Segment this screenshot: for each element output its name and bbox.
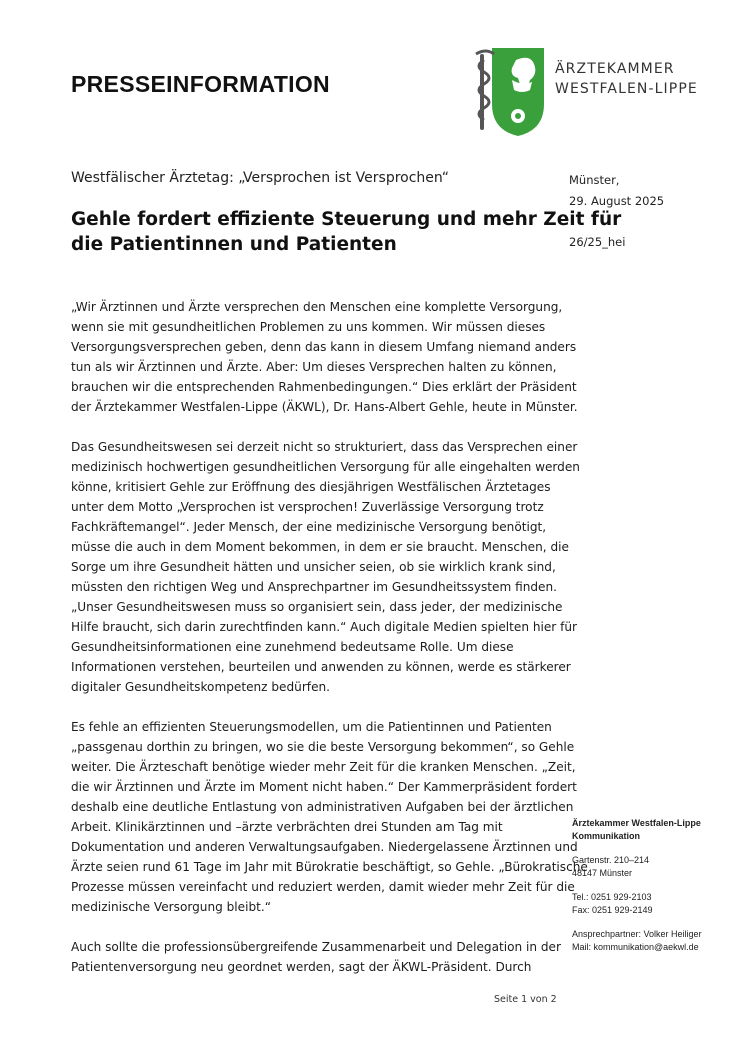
body-line: „passgenau dorthin zu bringen, wo sie die beste Versorgung bekommen“, so Gehle	[71, 740, 575, 754]
body-line: „Wir Ärztinnen und Ärzte versprechen den Menschen eine komplette Versorgung,	[71, 300, 563, 314]
body-line: der Ärztekammer Westfalen-Lippe (ÄKWL), Dr. Hans-Albert Gehle, heute in Münster.	[71, 400, 578, 414]
contact-dept: Kommunikation	[572, 830, 641, 841]
body-line: Hilfe braucht, sich darin zurechtfinden kann.“ Auch digitale Medien spielten hier für	[71, 620, 578, 634]
body-line: deshalb eine deutliche Entlastung von administrativen Aufgaben bei der ärztlichen	[71, 800, 574, 814]
body-line: Sorge um ihre Gesundheit hätten und unsicher seien, ob sie wirklich krank sind,	[71, 560, 556, 574]
body-line: Gesundheitsinformationen eine zunehmend bedeutsame Rolle. Um diese	[71, 640, 514, 654]
org-name-line1: ÄRZTEKAMMER	[555, 61, 675, 77]
body-line: die wir Ärztinnen und Ärzte im Moment nicht haben.“ Der Kammerpräsident fordert	[71, 780, 577, 794]
org-name-line2: WESTFALEN-LIPPE	[555, 81, 698, 97]
aekwl-shield-logo-icon	[472, 46, 546, 138]
body-paragraph	[71, 717, 588, 917]
contact-person: Ansprechpartner: Volker Heiliger	[572, 929, 702, 939]
article-subtitle: Westfälischer Ärztetag: „Versprochen ist Versprochen“	[71, 170, 450, 186]
contact-tel: Tel.: 0251 929-2103	[572, 892, 652, 902]
contact-mail[interactable]: Mail: kommunikation@aekwl.de	[572, 941, 699, 952]
org-name	[555, 59, 698, 99]
body-line: Versorgungsversprechen geben, denn das kann in diesem Umfang niemand anders	[71, 340, 577, 354]
contact-city: 48147 Münster	[572, 867, 633, 878]
body-line: Fachkräftemangel“. Jeder Mensch, der eine medizinische Versorgung benötigt,	[71, 520, 547, 534]
body-line: Es fehle an effizienten Steuerungsmodellen, um die Patientinnen und Patienten	[71, 720, 552, 734]
contact-fax: Fax: 0251 929-2149	[572, 904, 653, 915]
contact-box	[572, 817, 702, 953]
meta-reference: 26/25_hei	[569, 235, 626, 249]
headline-line: Gehle fordert effiziente Steuerung und mehr Zeit für	[71, 209, 622, 230]
body-paragraph	[71, 937, 561, 977]
body-line: Prozesse müssen vereinfacht und reduziert werden, damit wieder mehr Zeit für die	[71, 880, 575, 894]
body-line: Dokumentation und anderen Verwaltungsaufgaben. Niedergelassene Ärztinnen und	[71, 840, 578, 854]
body-line: tun als wir Ärztinnen und Ärzte. Aber: Um dieses Versprechen halten zu können,	[71, 360, 557, 374]
body-line: Informationen verstehen, beurteilen und anwenden zu können, werde es stärkerer	[71, 660, 571, 674]
meta-date: 29. August 2025	[569, 194, 665, 208]
doc-type-heading: PRESSEINFORMATION	[71, 71, 330, 97]
body-line: wenn sie mit gesundheitlichen Problemen zu uns kommen. Wir müssen dieses	[71, 320, 546, 334]
body-line: müsse die auch in dem Moment bekommen, in dem er sie braucht. Menschen, die	[71, 540, 569, 554]
body-line: digitaler Gesundheitskompetenz bedürfen.	[71, 680, 331, 694]
body-line: brauchen wir die entsprechenden Rahmenbedingungen.“ Dies erklärt der Präsident	[71, 380, 577, 394]
meta-place: Münster,	[569, 173, 620, 187]
body-paragraph	[71, 437, 580, 697]
article-body	[71, 297, 588, 997]
body-line: Ärzte seien rund 61 Tage im Jahr mit Bürokratie beschäftigt, so Gehle. „Bürokratische	[71, 860, 588, 874]
contact-org: Ärztekammer Westfalen-Lippe	[572, 818, 701, 828]
body-line: medizinische Versorgung bleibt.“	[71, 900, 271, 914]
contact-street: Gartenstr. 210–214	[572, 855, 650, 865]
body-line: müssten den richtigen Weg und Ansprechpartner im Gesundheitssystem finden.	[71, 580, 557, 594]
meta-block	[569, 170, 664, 253]
body-line: Auch sollte die professionsübergreifende Zusammenarbeit und Delegation in der	[71, 940, 561, 954]
body-line: „Unser Gesundheitswesen muss so organisiert sein, dass jeder, der medizinische	[71, 600, 563, 614]
headline-line: die Patientinnen und Patienten	[71, 234, 397, 255]
body-line: Das Gesundheitswesen sei derzeit nicht so strukturiert, dass das Versprechen einer	[71, 440, 578, 454]
body-paragraph	[71, 297, 578, 417]
body-line: medizinisch hochwertigen gesundheitlichen Versorgung für alle eingehalten werden	[71, 460, 580, 474]
body-line: weiter. Die Ärzteschaft benötige wieder mehr Zeit für die kranken Menschen. „Zeit,	[71, 760, 576, 774]
body-line: Arbeit. Klinikärztinnen und –ärzte verbrächten drei Stunden am Tag mit	[71, 820, 503, 834]
body-line: Patientenversorgung neu geordnet werden, sagt der ÄKWL-Präsident. Durch	[71, 960, 532, 974]
body-line: unter dem Motto „Versprochen ist versprochen! Zuverlässige Versorgung trotz	[71, 500, 544, 514]
page-number: Seite 1 von 2	[494, 994, 557, 1005]
body-line: könne, kritisiert Gehle zur Eröffnung des diesjährigen Westfälischen Ärztetages	[71, 480, 551, 494]
